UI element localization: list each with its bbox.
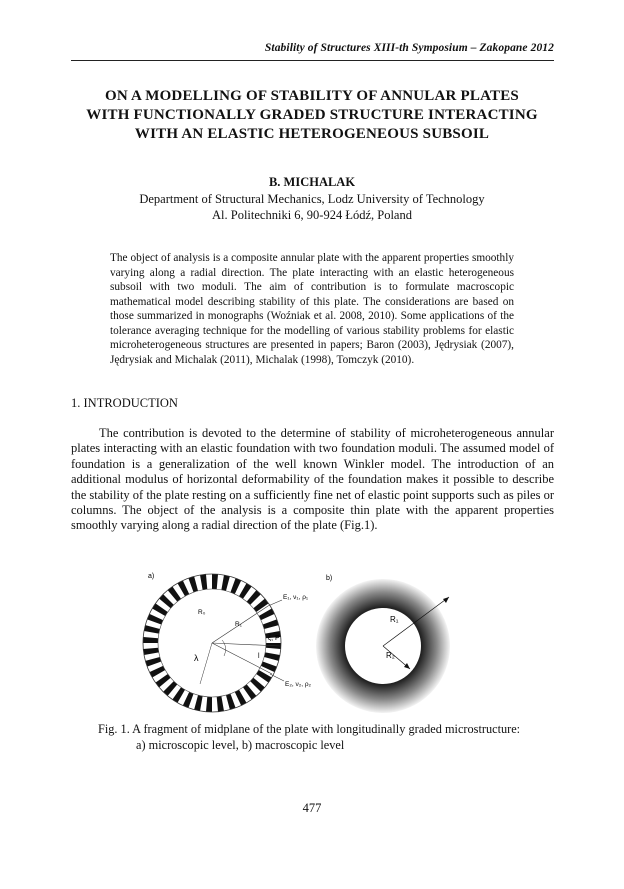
running-header: Stability of Structures XIII-th Symposium – Zakopane 2012 — [264, 42, 554, 54]
ring-stripe — [217, 696, 224, 712]
label-e2: E₂, ν₂, ρ₂ — [285, 681, 312, 688]
label-r2-b: R₂ — [386, 651, 395, 660]
ring-stripe — [149, 666, 165, 678]
ring-stripe — [226, 694, 236, 710]
section-heading: 1. INTRODUCTION — [71, 396, 178, 410]
ring-stripe — [261, 661, 277, 672]
ring-stripe — [212, 574, 218, 589]
affiliation-line: Al. Politechniki 6, 90-924 Łódź, Poland — [212, 208, 412, 222]
leader-line — [268, 600, 282, 606]
page-number: 477 — [302, 801, 322, 815]
intro-paragraph: The contribution is devoted to the determine of stability of microheterogeneous annular plates interacting with an elastic foundation with two foundation moduli. The assumed model of foundation is a generalization of the well known Winkler model. The introduction of an additional modulus of horizontal deformability of the foundation makes it possible to describe the stability of the plate resting on a sufficiently fine net of elastic point supports such as piles or columns. The object of the analysis is a composite thin plate with the apparent properties smoothly varying along a radial direction of the plate (Fig.1). — [71, 426, 554, 533]
ring-stripe — [188, 576, 198, 592]
figure-caption — [98, 722, 554, 753]
ring-stripe — [183, 692, 194, 708]
label-r0: R₀ — [198, 609, 206, 616]
author-affiliation — [60, 191, 564, 223]
ring-stripe — [263, 619, 279, 629]
paper-title — [60, 87, 564, 144]
ring-stripe — [143, 637, 158, 643]
affiliation-line: Department of Structural Mechanics, Lodz University of Technology — [139, 192, 485, 206]
ring-stripe — [178, 580, 190, 596]
label-r1: R₁ — [235, 621, 242, 628]
label-e1: E₁, ν₁, ρ₁ — [283, 594, 309, 601]
ring-stripe — [147, 614, 163, 625]
label-l: l — [258, 653, 260, 660]
arrow-head — [443, 597, 449, 603]
ring-stripe — [194, 695, 202, 711]
ring-stripe — [206, 697, 212, 712]
caption-line: Fig. 1. A fragment of midplane of the plate with longitudinally graded microstructure: — [98, 722, 521, 736]
figure-1 — [140, 566, 460, 716]
ring-stripe — [230, 578, 241, 594]
ring-stripe — [143, 648, 159, 655]
ring-stripe — [235, 690, 247, 706]
ring-stripe — [144, 625, 160, 633]
label-r1-b: R₁ — [390, 615, 399, 624]
label-xi: ξ, P — [268, 635, 280, 642]
caption-line: a) microscopic level, b) macroscopic level — [136, 737, 345, 752]
abstract: The object of analysis is a composite annular plate with the apparent properties smoothly varying along a radial direction. The plate interacting with an elastic heterogeneous subsoil with two moduli. The aim of contribution is to formulate macroscopic mathematical model describing stability of this plate. The considerations are based on those summarized in monographs (Woźniak et al. 2008, 2010). Some applications of the tolerance averaging technique for the modelling of various stability problems for elastic microheterogeneous structures are presented in papers; Baron (2003), Jędrysiak (2007), Jędrysiak and Michalak (2011), Michalak (1998), Tomczyk (2010). — [110, 252, 514, 366]
ring-stripe — [145, 657, 161, 667]
panel-b-label: b) — [326, 575, 333, 582]
title-line: ON A MODELLING OF STABILITY OF ANNULAR PLATES — [105, 88, 519, 104]
ring-stripe — [221, 575, 229, 591]
ring-stripe — [264, 652, 280, 660]
panel-a-label: a) — [148, 573, 155, 580]
title-line: WITH FUNCTIONALLY GRADED STRUCTURE INTERACTING — [86, 107, 538, 123]
title-line: WITH AN ELASTIC HETEROGENEOUS SUBSOIL — [134, 126, 490, 142]
ring-stripe — [200, 574, 207, 590]
label-lambda: λ — [194, 653, 199, 663]
author-name: B. MICHALAK — [268, 175, 356, 189]
header-rule — [71, 60, 554, 61]
